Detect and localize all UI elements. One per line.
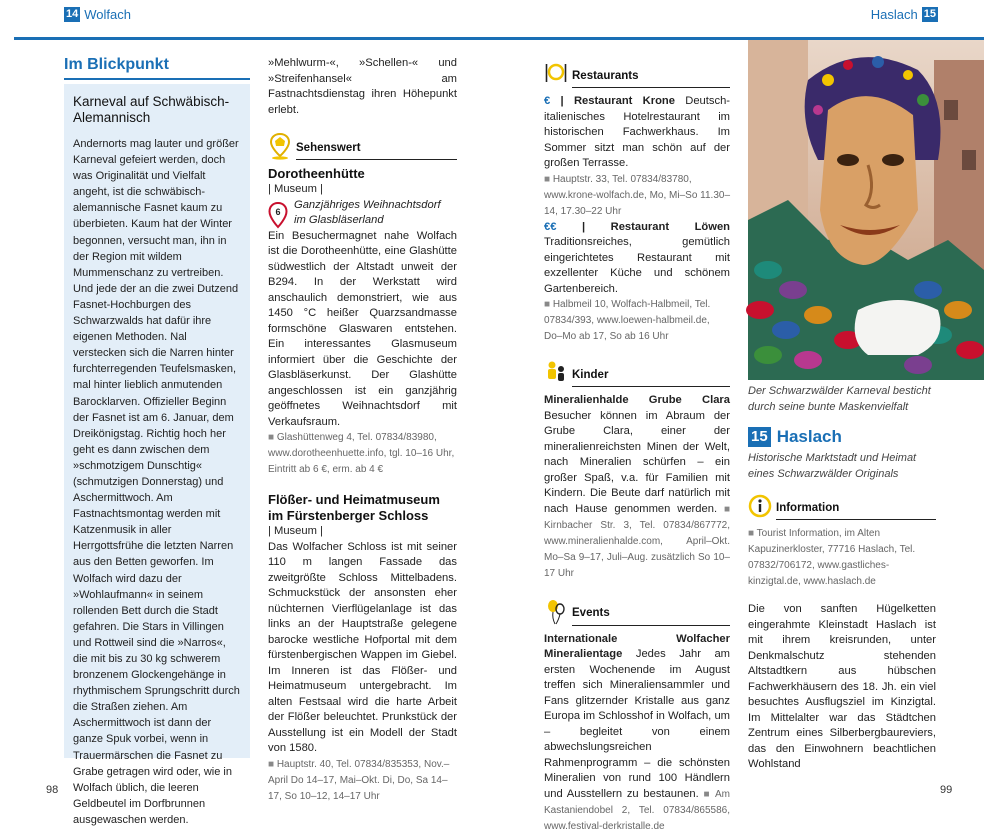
entry-info-text: Kirnbacher Str. 3, Tel. 07834/867772, www.mineralienhalde.com, April–Okt. Mo–Sa 9–17, Juli–Aug. zusätzlich So 10–17 Uhr [544,519,730,579]
entry-info-text: Tourist Information, im Alten Kapuzinerkloster, 77716 Haslach, Tel. 07832/706172, www.gastliches-kinzigtal.de, www.haslach.de [748,528,916,587]
section-label: Kinder [572,368,730,388]
chapter-number-right: 15 [923,8,936,20]
kinder-name: Mineralienhalde Grube Clara [544,394,730,406]
chapter-title-right: Haslach [870,7,918,22]
tip-flag [268,198,457,229]
entry-info-text: Hauptstr. 40, Tel. 07834/835353, Nov.–April Do 14–17, Mai–Okt. Di, Do, Sa 14–17, So 10–12, 14–17 Uhr [268,758,450,802]
entry-category: | Museum | [268,183,323,195]
entry-category: | Museum | [268,525,323,537]
section-label: Information [776,501,936,521]
chapter-title-left: Wolfach [84,7,131,22]
restaurant-text: Deutsch-italienisches Hotelrestaurant im historischen Fachwerkhaus. Im Sommer sitzt man schön auf der großen Terrasse. [544,95,731,169]
haslach-heading [748,427,936,447]
column-practical [544,56,730,835]
section-events [544,594,730,626]
section-sehenswert [268,128,457,160]
chapter-title: Haslach [776,427,842,447]
running-header-right [871,7,938,22]
entry-info-text: Glashüttenweg 4, Tel. 07834/83980, www.dorotheenhuette.info, tgl. 10–16 Uhr, Eintritt ab 6 €, erm. ab 4 € [268,432,455,475]
info-bullet-icon: ■ [268,432,277,443]
restaurant-entry: € | Restaurant Krone Deutsch-italienisches Hotelrestaurant im historischen Fachwerkhaus. Im Sommer sitzt man schön auf der großen Terrasse. [544,95,731,169]
tip-line-2: im Glasbläserland [294,214,384,226]
kinder-text: Besucher können im Abraum der Grube Clara, einer der mineralienreichsten Minen der Welt, nach Mineralien schürfen – ein großer Spaß, v.a. für Familien mit Kindern. Die Beute darf natürlich mit nach Hause genommen werden. [544,409,730,515]
kinder-entry [544,393,730,582]
restaurant-entry: €€ | Restaurant Löwen Traditionsreiches, gemütlich eingerichtetes Restaurant mit exzellenter Küche und schönem Gartenbereich. [544,220,730,295]
info-bullet-icon: ■ [544,173,553,185]
entry-info [268,757,457,805]
events-balloons-icon [544,598,568,626]
entry-info [268,430,457,478]
section-information [748,488,936,520]
pin-number: 6 [275,206,281,217]
section-label: Sehenswert [296,141,457,161]
sight-pin-icon [268,132,292,160]
event-name: Internationale Wolfacher Mineralientage [544,632,730,660]
photo-caption: Der Schwarzwälder Karneval besticht durch seine bunte Maskenvielfalt [748,385,931,413]
restaurant-text: Traditionsreiches, gemütlich eingerichtetes Restaurant mit exzellenter Küche und schönem Gartenbereich. [544,236,730,295]
info-bullet-icon: ■ [748,528,757,539]
children-icon [544,359,568,387]
chapter-number-left: 14 [66,8,79,20]
entry-info-text: Am Kastaniendobel 2, Tel. 07834/865586, www.festival-derkristalle.de [544,788,730,832]
entry-info-text: Halbmeil 10, Wolfach-Halbmeil, Tel. 07834/393, www.loewen-halbmeil.de, Do–Mo ab 17, So ab 16 Uhr [544,299,711,342]
map-pin-icon [268,202,288,228]
event-entry [544,632,730,835]
blickpunkt-box-text: Andernorts mag lauter und größer Karneval gefeiert werden, doch was Originalität und Vielfalt angeht, ist die schwäbisch-alemannische Fasnet kaum zu überbieten. Kaum hat der Winter begonnen, versucht man, ihn in der Region mit wildem Mummenschanz zu vertreiben. Und jede der an die zwei Dutzend Fasnet-Hochburgen des Schwarzwalds hat dafür ihre eigenen Methoden. Nal verstecken sich die Narren hinter furchterregenden Teufelsmasken, mal hinter lieblich anmutenden Barocklarven. Offizieller Beginn der Fasnet ist am 6. Januar, dem Dreikönigstag. Richtig hoch her geht es dann zwischen dem »schmotzigem Dunschtig« (schmutzigen Donnerstag) und Aschermittwoch. Am Fastnachtsmontag werden mit Katzenmusik in aller Herrgottsfrühe die letzten Narren aus den Betten geworfen. Im Wolfach wird dazu der »Wohlaufmann« in seinem rollenden Bett durch die Stadt gefahren. Die Stars in Villingen und Rottweil sind die »Narros«, die mit bis zu 30 kg schwerem bronzenem Glockengehänge in rhythmischem Sprungschritt durch die Straßen ziehen. Am Aschermittwoch ist dann der ganze Spuk vorbei, wenn in Trauermärschen die Fasnet zu Grabe getragen wird oder, wie in Wolfach üblich, die leeren Geldbeutel im Dorfbrunnen ausgewaschen werden. [73,138,240,826]
entry-info-text: Hauptstr. 33, Tel. 07834/83780, www.krone-wolfach.de, Mo, Mi–So 11.30–14, 17.30–22 Uhr [544,173,731,217]
tip-line-1: Ganzjähriges Weihnachtsdorf [294,198,441,211]
blickpunkt-box-title: Karneval auf Schwäbisch-Alemannisch [73,94,230,125]
info-bullet-icon: ■ [268,758,277,770]
haslach-body: Die von sanften Hügelketten eingerahmte Kleinstadt Haslach ist mit ihrem kreisrunden, unter Denkmalschutz stehenden Altstadtkern aus hübschen Fachwerkhäusern des 18. Jh. ein viel besuchtes Ausflugsziel im Kinzigtal. Im Mittelalter war das Städtchen Zentrum eines Silberbergbaureviers, das den Einwohnern beachtlichen Wohlstand [748,603,936,770]
price-tag: € [544,95,551,107]
chapter-number: 15 [748,427,771,447]
blickpunkt-heading: Im Blickpunkt [64,56,169,73]
page-number-right: 99 [940,784,953,796]
chapter-subtitle: Historische Marktstadt und Heimat eines Schwarzwälder Originals [748,452,917,480]
info-bullet-icon: ■ [723,503,731,515]
entry-info [544,172,730,220]
column-sehenswert [268,56,457,805]
entry-text: Das Wolfacher Schloss ist mit seiner 110 m langen Fassade das zweitgrößte Schloss Mittelbadens. Schmuckstück der ansonsten eher nüchternen Vierflügelanlage ist das links an der Hauptstraße gelegene barocke westliche Hofportal mit dem fürstenbergischen Wappen im Giebel. Im Inneren ist das Flößer- und Heimatmuseum untergebracht. Im alten Festsaal wird die harte Arbeit der Flößer beleuchtet. Prunkstück der Ausstellung ist ein Modell der Stadt von 1580. [268,540,457,754]
intro-paragraph: »Mehlwurm-«, »Schellen-« und »Streifenhansel« am Fastnachtsdienstag ihren Höhepunkt erlebt. [268,57,457,116]
carnival-mask-image [748,40,984,380]
section-label: Events [572,606,730,626]
restaurant-name: Restaurant Krone [573,95,675,107]
blickpunkt-rule [64,78,250,80]
entry-info [748,526,936,590]
entry-title: Dorotheenhütte [268,166,365,181]
price-tag: €€ [544,220,557,233]
section-label: Restaurants [572,69,730,89]
information-icon [748,492,772,520]
section-restaurants [544,56,730,88]
carnival-mask-photo [748,40,984,380]
section-kinder [544,355,730,387]
restaurant-icon [544,60,568,88]
restaurant-name: Restaurant Löwen [610,220,730,233]
blickpunkt-box [64,84,250,826]
column-haslach [748,384,936,773]
running-header-left [64,7,131,22]
info-bullet-icon: ■ [703,788,715,800]
info-bullet-icon: ■ [544,299,553,310]
entry-info [544,297,730,345]
page-number-left: 98 [46,784,59,796]
entry-text: Ein Besuchermagnet nahe Wolfach ist die Dorotheenhütte, eine Glashütte südwestlich der Altstadt unweit der B294. In der Werkstatt wird anschaulich demonstriert, wie aus 1450 °C heißer Quarzsandmasse formschöne Glaswaren entstehen. Ein interessantes Glasmuseum informiert über die Geschichte der Glasbläserkunst. Der Glashütte angeschlossen ist ein ganzjährig geöffnetes Weihnachtsdorf mit Verkaufsraum. [268,229,457,428]
entry-title: Flößer- und Heimatmuseum im Fürstenberger Schloss [268,492,440,523]
event-text: Jedes Jahr am ersten Wochenende im August treffen sich Mineraliensammler und Fans glitzernder Kristalle aus ganz Europa im Schlosshof in Wolfach, um – begleitet von einem abwechslungsreichen Rahmenprogramm – die schönsten Mineralien von rund 100 Händlern und Ausstellern zu bestaunen. [544,648,730,800]
